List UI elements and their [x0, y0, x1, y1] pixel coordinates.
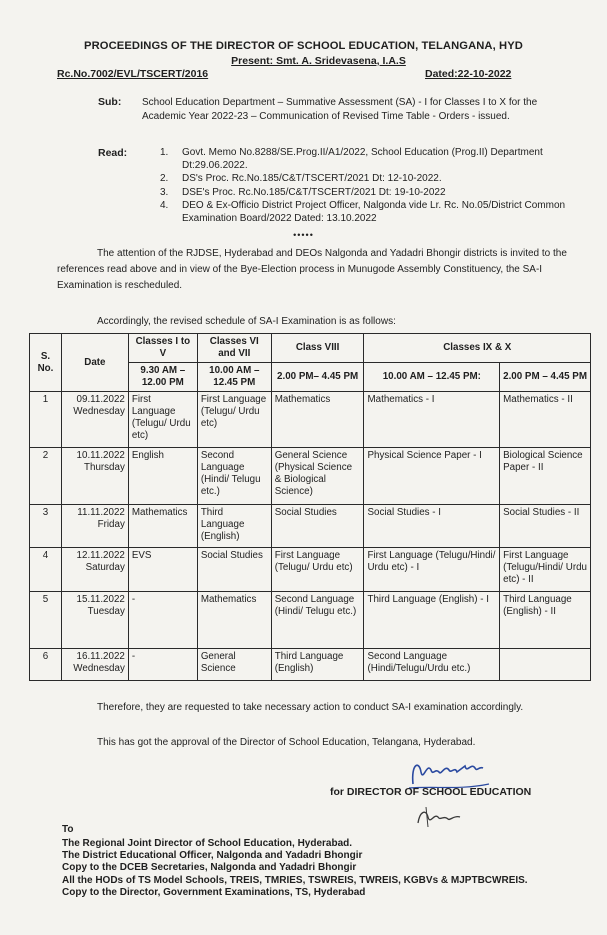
cell-date-value: 11.11.2022 — [77, 507, 125, 518]
cell-sno: 3 — [30, 505, 62, 548]
distribution-line: Copy to the Director, Government Examinations, TS, Hyderabad — [62, 886, 366, 898]
cell-date — [61, 448, 128, 505]
document-date: Dated:22-10-2022 — [425, 68, 512, 80]
cell-sno: 2 — [30, 448, 62, 505]
cell-day-value: Wednesday — [73, 663, 125, 674]
cell-classes-9-10-afternoon: Mathematics - II — [500, 392, 591, 448]
header-class-8: Class VIII — [271, 334, 364, 363]
reference-text-4: DEO & Ex-Officio District Project Officer, Nalgonda vide Lr. Rc. No.05/District Common Examination Board/2022 Dated: 13.10.2022 — [182, 200, 566, 224]
cell-day-value: Thursday — [84, 462, 125, 473]
initials-image — [412, 803, 472, 831]
reference-number: Rc.No.7002/EVL/TSCERT/2016 — [57, 68, 209, 80]
table-row — [30, 649, 591, 681]
reference-text-1: Govt. Memo No.8288/SE.Prog.II/A1/2022, School Education (Prog.II) Department Dt:29.06.2022. — [182, 147, 543, 171]
cell-classes-1-5: - — [128, 592, 197, 649]
cell-classes-1-5: EVS — [128, 548, 197, 592]
reference-number-3: 3. — [160, 186, 169, 198]
reference-item — [160, 147, 590, 172]
present-officer: Present: Smt. A. Sridevasena, I.A.S — [231, 55, 406, 67]
cell-sno: 4 — [30, 548, 62, 592]
cell-classes-1-5: English — [128, 448, 197, 505]
header-classes-1-5: Classes I to V — [128, 334, 197, 363]
distribution-line: The Regional Joint Director of School Education, Hyderabad. — [62, 838, 353, 849]
signatory-title: for DIRECTOR OF SCHOOL EDUCATION — [330, 786, 532, 798]
cell-classes-6-7: Second Language (Hindi/ Telugu etc.) — [197, 448, 271, 505]
cell-date — [61, 592, 128, 649]
cell-classes-1-5: Mathematics — [128, 505, 197, 548]
cell-classes-1-5: First Language (Telugu/ Urdu etc) — [128, 392, 197, 448]
time-classes-1-5: 9.30 AM – 12.00 PM — [128, 363, 197, 392]
time-class-8: 2.00 PM– 4.45 PM — [271, 363, 364, 392]
reference-number-4: 4. — [160, 200, 169, 211]
paragraph-accordingly: Accordingly, the revised schedule of SA-I Examination is as follows: — [97, 316, 396, 327]
time-classes-6-7: 10.00 AM – 12.45 PM — [197, 363, 271, 392]
reference-item — [160, 200, 590, 225]
cell-classes-9-10-morning: Second Language (Hindi/Telugu/Urdu etc.) — [364, 649, 500, 681]
subject-label: Sub: — [98, 96, 122, 108]
cell-day-value: Saturday — [85, 562, 125, 573]
time-classes-9-10-morning: 10.00 AM – 12.45 PM: — [364, 363, 500, 392]
cell-classes-9-10-afternoon: First Language (Telugu/Hindi/ Urdu etc) - II — [500, 548, 591, 592]
cell-classes-9-10-afternoon — [500, 649, 591, 681]
reference-number-1: 1. — [160, 147, 169, 158]
cell-day-value: Friday — [97, 519, 125, 530]
cell-sno: 6 — [30, 649, 62, 681]
header-classes-6-7: Classes VI and VII — [197, 334, 271, 363]
cell-sno: 5 — [30, 592, 62, 649]
distribution-line: Copy to the DCEB Secretaries, Nalgonda and Yadadri Bhongir — [62, 862, 357, 874]
paragraph-attention: The attention of the RJDSE, Hyderabad and DEOs Nalgonda and Yadadri Bhongir districts is invited to the references read above and in view of the Bye-Election process in Munugode Assembly Constituency, the SA-I Examination is rescheduled. — [57, 248, 567, 291]
table-header-row — [30, 334, 591, 363]
cell-date-value: 10.11.2022 — [76, 450, 125, 461]
table-row — [30, 392, 591, 448]
cell-classes-9-10-afternoon: Biological Science Paper - II — [500, 448, 591, 505]
cell-classes-9-10-afternoon: Social Studies - II — [500, 505, 591, 548]
cell-date — [61, 548, 128, 592]
cell-classes-6-7: General Science — [197, 649, 271, 681]
table-row — [30, 505, 591, 548]
distribution-line: The District Educational Officer, Nalgonda and Yadadri Bhongir — [62, 850, 363, 862]
cell-classes-6-7: Social Studies — [197, 548, 271, 592]
cell-classes-6-7: Mathematics — [197, 592, 271, 649]
paragraph-therefore: Therefore, they are requested to take necessary action to conduct SA-I examination accordingly. — [97, 702, 524, 713]
cell-date-value: 15.11.2022 — [76, 594, 125, 605]
cell-date — [61, 649, 128, 681]
cell-classes-9-10-morning: Third Language (English) - I — [364, 592, 500, 649]
cell-class-8: Mathematics — [271, 392, 364, 448]
reference-text-2: DS's Proc. Rc.No.185/C&T/TSCERT/2021 Dt: 12-10-2022. — [182, 173, 442, 184]
cell-date-value: 12.11.2022 — [76, 550, 125, 561]
time-classes-9-10-afternoon: 2.00 PM – 4.45 PM — [500, 363, 591, 392]
cell-day-value: Wednesday — [73, 406, 125, 417]
table-row — [30, 448, 591, 505]
cell-classes-9-10-morning: Social Studies - I — [364, 505, 500, 548]
separator-dots: ••••• — [293, 230, 314, 240]
table-row — [30, 592, 591, 649]
cell-classes-1-5: - — [128, 649, 197, 681]
reference-item — [160, 187, 590, 200]
document-title: PROCEEDINGS OF THE DIRECTOR OF SCHOOL EDUCATION, TELANGANA, HYD — [84, 40, 523, 52]
cell-date-value: 16.11.2022 — [76, 651, 125, 662]
cell-class-8: General Science (Physical Science & Biological Science) — [271, 448, 364, 505]
table-row — [30, 548, 591, 592]
cell-classes-6-7: First Language (Telugu/ Urdu etc) — [197, 392, 271, 448]
header-classes-9-10: Classes IX & X — [364, 334, 591, 363]
cell-class-8: Second Language (Hindi/ Telugu etc.) — [271, 592, 364, 649]
references-list — [160, 147, 590, 226]
reference-text-3: DSE's Proc. Rc.No.185/C&T/TSCERT/2021 Dt: 19-10-2022 — [182, 186, 446, 198]
read-label: Read: — [98, 147, 128, 159]
paragraph-approval: This has got the approval of the Director of School Education, Telangana, Hyderabad. — [97, 737, 476, 748]
to-label: To — [62, 824, 74, 835]
cell-class-8: Third Language (English) — [271, 649, 364, 681]
cell-classes-9-10-morning: Physical Science Paper - I — [364, 448, 500, 505]
cell-date — [61, 505, 128, 548]
cell-date — [61, 392, 128, 448]
cell-classes-9-10-afternoon: Third Language (English) - II — [500, 592, 591, 649]
exam-schedule-table — [29, 333, 591, 681]
cell-class-8: First Language (Telugu/ Urdu etc) — [271, 548, 364, 592]
reference-item — [160, 173, 590, 186]
reference-number-2: 2. — [160, 173, 169, 184]
cell-sno: 1 — [30, 392, 62, 448]
cell-class-8: Social Studies — [271, 505, 364, 548]
cell-day-value: Tuesday — [87, 606, 125, 617]
cell-classes-9-10-morning: First Language (Telugu/Hindi/ Urdu etc) - I — [364, 548, 500, 592]
subject-text: School Education Department – Summative Assessment (SA) - I for Classes I to X for the Academic Year 2022-23 – Communication of Revised Time Table - Orders - issued. — [142, 97, 538, 122]
cell-classes-6-7: Third Language (English) — [197, 505, 271, 548]
cell-classes-9-10-morning: Mathematics - I — [364, 392, 500, 448]
distribution-line: All the HODs of TS Model Schools, TREIS, TMRIES, TSWREIS, TWREIS, KGBVs & MJPTBCWREIS. — [62, 874, 528, 886]
cell-date-value: 09.11.2022 — [76, 394, 125, 405]
distribution-list — [62, 838, 582, 899]
header-sno: S. No. — [30, 334, 62, 392]
header-date: Date — [61, 334, 128, 392]
